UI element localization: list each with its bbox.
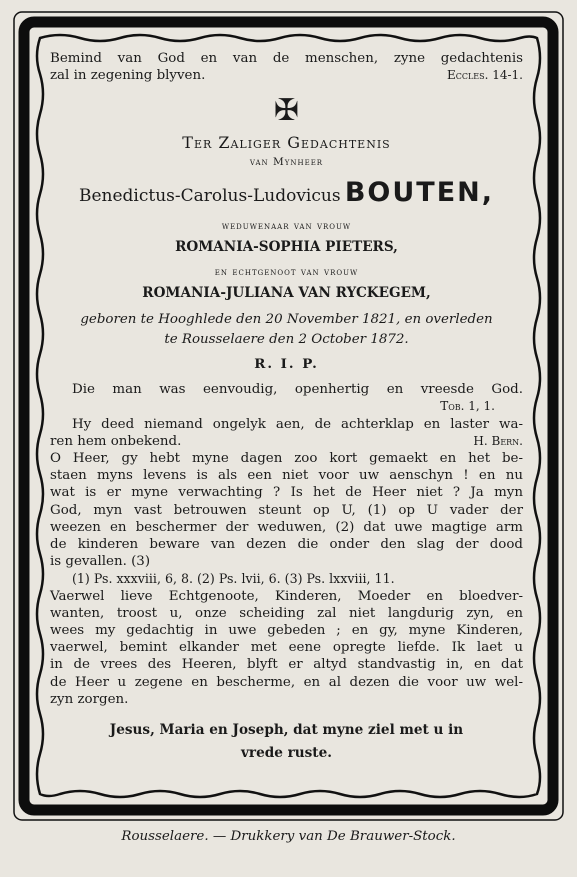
deceased-name bbox=[50, 177, 523, 214]
body-line bbox=[50, 639, 523, 656]
body-line bbox=[50, 519, 523, 536]
body-line-text: wat is er myne verwachting ? Is het de Heer niet ? Ja myn bbox=[50, 485, 523, 501]
body-line bbox=[50, 656, 523, 673]
born-line: geboren te Hooghlede den 20 November 1821, en overleden bbox=[80, 311, 493, 327]
body-line-text: in de vrees des Heeren, blyft er altyd standvastig in, en dat bbox=[50, 657, 523, 673]
body-line bbox=[50, 450, 523, 467]
rip: R. I. P. bbox=[254, 356, 319, 373]
body-line-text: O Heer, gy hebt myne dagen zoo kort gemaekt en het be- bbox=[50, 451, 523, 467]
body-line-text: de Heer u zegene en bescherme, en al dezen die voor uw wel- bbox=[50, 674, 523, 690]
body-line bbox=[50, 570, 523, 587]
body-line bbox=[50, 502, 523, 519]
verse-text-1: Bemind van God en van de menschen, zyne gedachtenis bbox=[50, 51, 523, 66]
closing-line-2: vrede ruste. bbox=[241, 745, 332, 762]
second-wife-name: ROMANIA-JULIANA VAN RYCKEGEM, bbox=[142, 285, 431, 302]
printer-imprint: Rousselaere. — Drukkery van De Brauwer-Stock. bbox=[121, 829, 456, 844]
body-line-text: is gevallen. (3) bbox=[50, 554, 151, 570]
body-line bbox=[50, 605, 523, 622]
body-line-text: de kinderen beware van dezen die onder den slag der dood bbox=[50, 537, 523, 553]
first-wife-name: ROMANIA-SOPHIA PIETERS, bbox=[175, 239, 398, 256]
body-line-text: zyn zorgen. bbox=[50, 691, 129, 707]
cross-icon: ✠ bbox=[273, 93, 300, 129]
body-line bbox=[50, 416, 523, 433]
body-line bbox=[50, 398, 523, 415]
given-names: Benedictus-Carolus-Ludovicus bbox=[78, 185, 341, 206]
body-line bbox=[50, 553, 523, 570]
verse-text-2: zal in zegening blyven. bbox=[50, 68, 206, 84]
prayer-text bbox=[50, 381, 523, 708]
body-line bbox=[50, 467, 523, 484]
body-line bbox=[50, 433, 523, 450]
verse-line-1 bbox=[50, 50, 523, 67]
closing-line-1: Jesus, Maria en Joseph, dat myne ziel met u in bbox=[109, 722, 464, 739]
body-line-reference: Tob. 1, 1. bbox=[440, 399, 495, 414]
body-line bbox=[50, 536, 523, 553]
body-line-text: (1) Ps. xxxviii, 6, 8. (2) Ps. lvii, 6. (3) Ps. lxxviii, 11. bbox=[72, 571, 395, 587]
body-line-text: Die man was eenvoudig, openhertig en vreesde God. bbox=[72, 382, 523, 398]
body-line-text: God, myn vast betrouwen steunt op U, (1) op U vader der bbox=[50, 502, 523, 518]
heading-of: van Mynheer bbox=[249, 155, 324, 168]
verse-reference: Eccles. 14-1. bbox=[446, 68, 523, 83]
spouse-label: en echtgenoot van vrouw bbox=[214, 266, 359, 279]
body-line bbox=[50, 381, 523, 398]
body-line-text: Vaerwel lieve Echtgenoote, Kinderen, Moeder en bloedver- bbox=[50, 588, 523, 604]
body-line-text: vaerwel, bemint elkander met eene opregte liefde. Ik laet u bbox=[50, 640, 523, 656]
body-line bbox=[50, 674, 523, 691]
body-line-text: wanten, troost u, onze scheiding zal niet langdurig zyn, en bbox=[50, 605, 523, 621]
card-text bbox=[50, 50, 523, 763]
body-line bbox=[50, 691, 523, 708]
body-line-text: Hy deed niemand ongelyk aen, de achterklap en laster wa- bbox=[72, 416, 523, 432]
widower-label: weduwenaar van vrouw bbox=[221, 219, 352, 232]
body-line-text: wees my gedachtig in uwe gebeden ; en gy, myne Kinderen, bbox=[50, 623, 523, 639]
body-line-text: weezen en beschermer der weduwen, (2) dat uwe magtige arm bbox=[50, 519, 523, 535]
body-line bbox=[50, 484, 523, 501]
heading-title: Ter Zaliger Gedachtenis bbox=[182, 133, 391, 153]
surname: BOUTEN, bbox=[344, 176, 495, 208]
body-line-reference: H. Bern. bbox=[473, 433, 523, 448]
died-line: te Rousselaere den 2 October 1872. bbox=[164, 331, 409, 347]
body-line-text: staen myns levens is als een niet voor uw aenschyn ! en nu bbox=[50, 468, 523, 484]
body-line-text: ren hem onbekend. bbox=[50, 433, 182, 449]
verse-line-2 bbox=[50, 67, 523, 84]
body-line bbox=[50, 622, 523, 639]
body-line bbox=[50, 588, 523, 605]
